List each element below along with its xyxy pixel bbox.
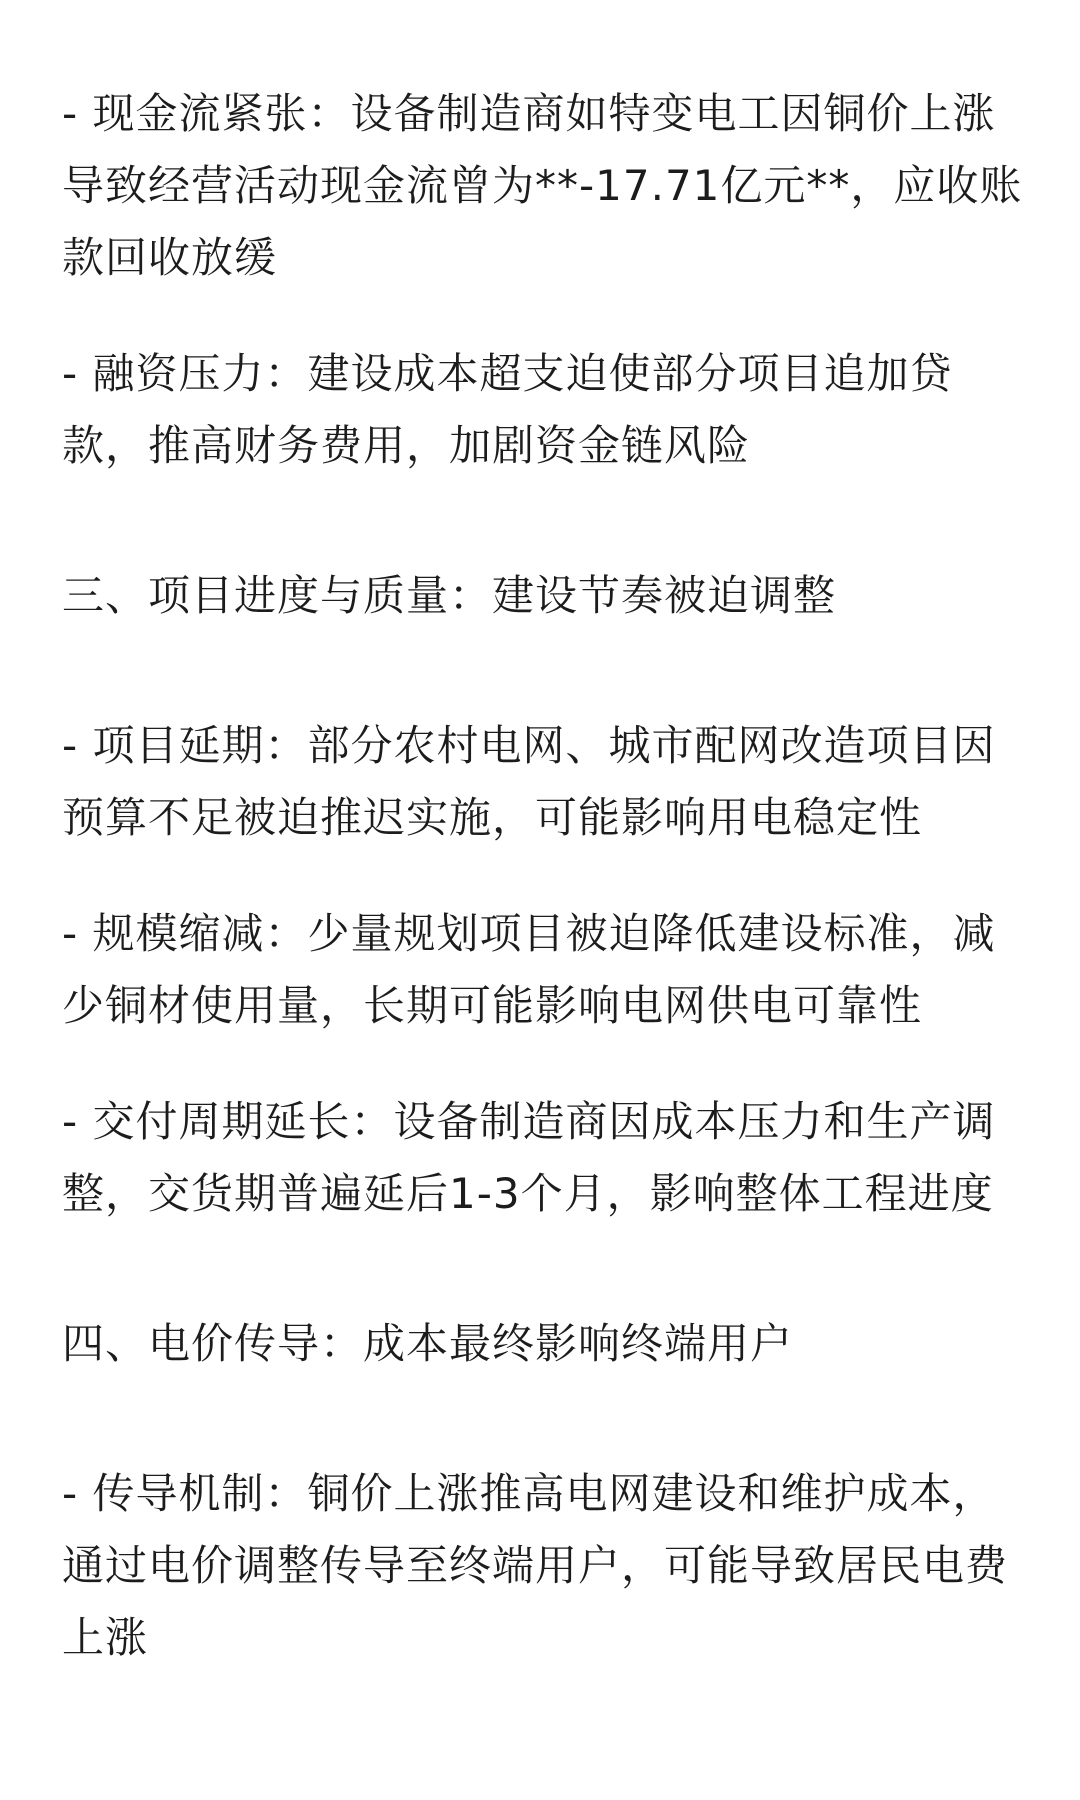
bullet-scale-reduction: - 规模缩减：少量规划项目被迫降低建设标准，减少铜材使用量，长期可能影响电网供电可靠性 bbox=[62, 909, 996, 1030]
bullet-transmission-mechanism: - 传导机制：铜价上涨推高电网建设和维护成本，通过电价调整传导至终端用户，可能导致居民电费上涨 bbox=[62, 1469, 1009, 1662]
article-body bbox=[62, 78, 1032, 1674]
section-heading-price-transmission: 四、电价传导：成本最终影响终端用户 bbox=[62, 1319, 794, 1368]
bullet-financing-pressure: - 融资压力：建设成本超支迫使部分项目追加贷款，推高财务费用，加剧资金链风险 bbox=[62, 349, 953, 470]
bullet-delivery-cycle: - 交付周期延长：设备制造商因成本压力和生产调整，交货期普遍延后1-3个月，影响整体工程进度 bbox=[62, 1097, 996, 1218]
section-heading-progress-quality: 三、项目进度与质量：建设节奏被迫调整 bbox=[62, 571, 837, 620]
bullet-cash-flow: - 现金流紧张：设备制造商如特变电工因铜价上涨导致经营活动现金流曾为**-17.71亿元**，应收账款回收放缓 bbox=[62, 89, 1023, 282]
bullet-project-delay: - 项目延期：部分农村电网、城市配网改造项目因预算不足被迫推迟实施，可能影响用电稳定性 bbox=[62, 721, 996, 842]
